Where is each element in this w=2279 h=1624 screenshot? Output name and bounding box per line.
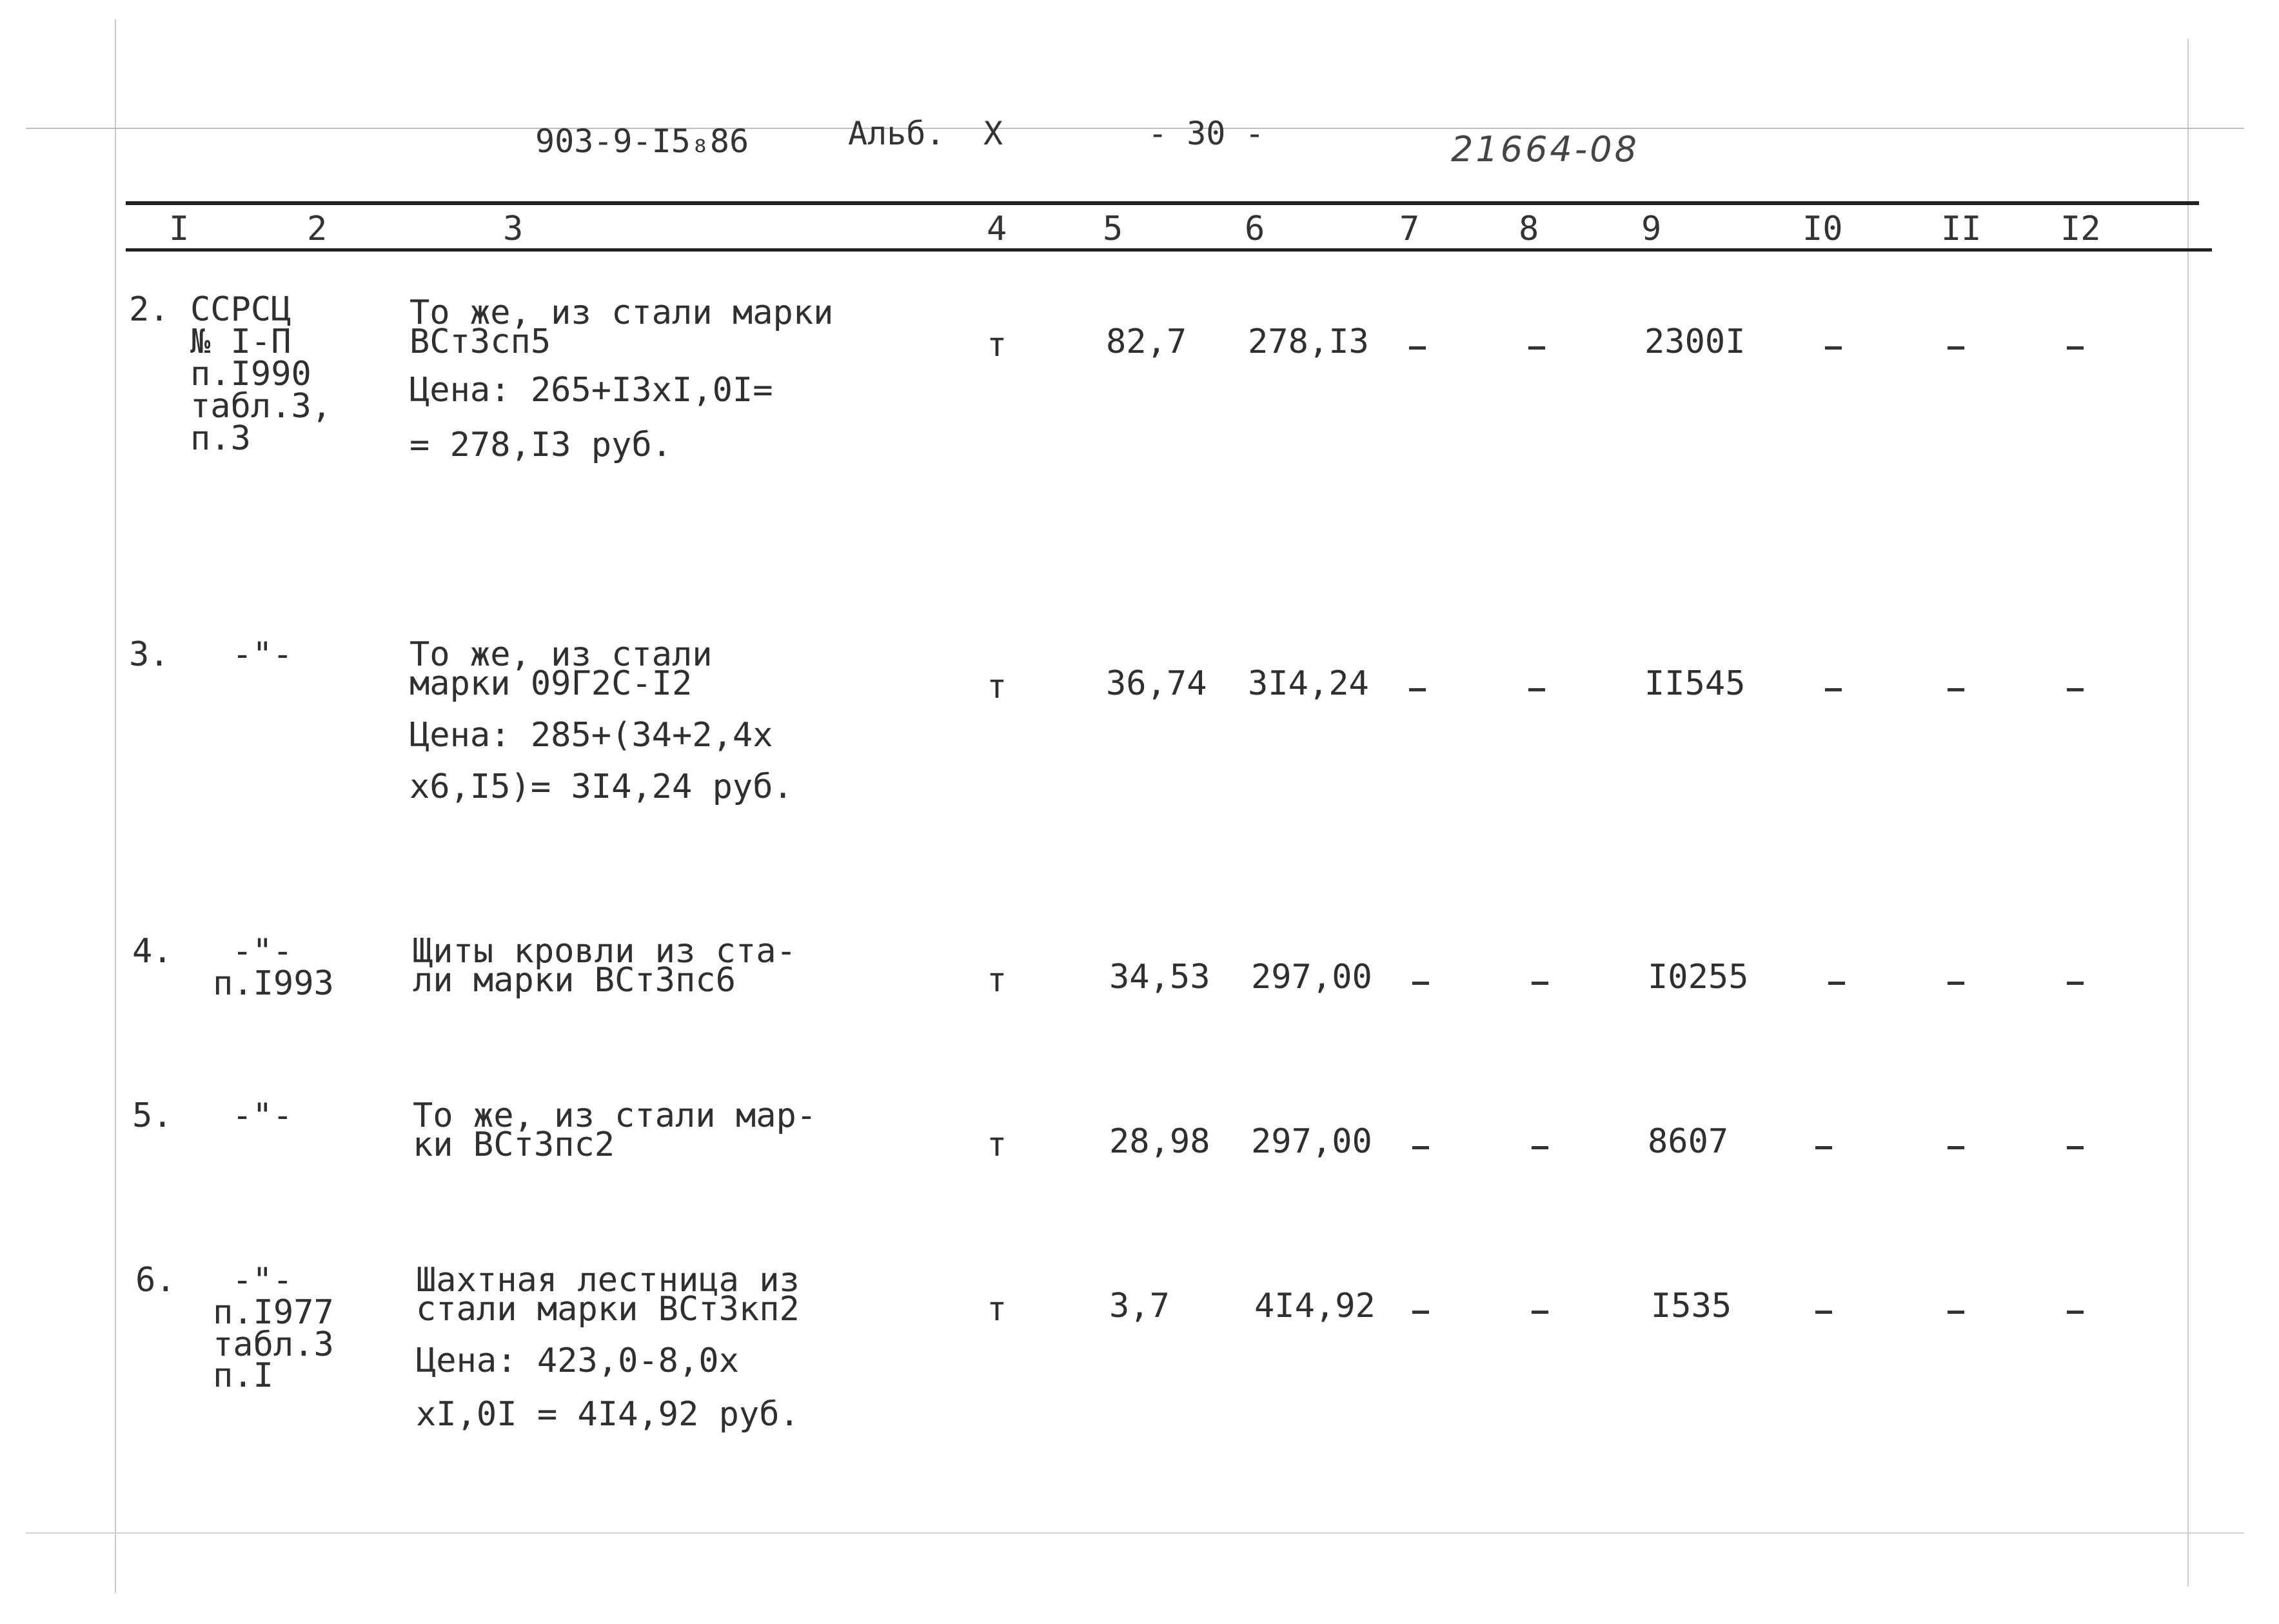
empty-cell-dash: [1948, 1146, 1964, 1149]
price-note-line: Цена: 423,0-8,0x: [416, 1342, 739, 1380]
quantity-cell: 36,74: [1106, 664, 1207, 703]
empty-cell-dash: [2067, 688, 2084, 691]
empty-cell-dash: [1948, 982, 1964, 985]
album-number: X: [983, 115, 1003, 152]
column-header-9: 9: [1641, 210, 1662, 248]
description-line: ВСт3сп5: [409, 322, 551, 361]
empty-cell-dash: [2067, 1311, 2084, 1314]
album-label: Альб.: [848, 115, 945, 152]
reference-line: -"-: [232, 635, 293, 674]
quantity-cell: 34,53: [1109, 958, 1210, 996]
empty-cell-dash: [1948, 688, 1964, 691]
empty-cell-dash: [1532, 1311, 1548, 1314]
reference-line: п.I993: [213, 964, 334, 1003]
column-header-10: I0: [1802, 210, 1843, 248]
row-number: 4.: [132, 932, 173, 971]
empty-cell-dash: [1409, 688, 1426, 691]
unit-cell: т: [987, 668, 1007, 706]
left-scan-edge: [115, 19, 116, 1593]
empty-cell-dash: [1948, 1311, 1964, 1314]
column-header-1: I: [169, 210, 190, 248]
description-line: марки 09Г2С-I2: [409, 664, 693, 703]
unit-cell: т: [987, 1290, 1007, 1329]
right-scan-edge: [2187, 39, 2189, 1587]
row-number: 5.: [132, 1096, 173, 1135]
column-header-12: I2: [2060, 210, 2101, 248]
empty-cell-dash: [2067, 346, 2084, 350]
description-line: То же, из стали: [409, 635, 713, 674]
empty-cell-dash: [1815, 1311, 1832, 1314]
column-header-6: 6: [1245, 210, 1265, 248]
empty-cell-dash: [1948, 346, 1964, 350]
reference-line: п.I: [213, 1356, 273, 1395]
column-header-3: 3: [503, 210, 524, 248]
quantity-cell: 28,98: [1109, 1122, 1210, 1161]
bottom-scan-edge: [26, 1532, 2244, 1534]
total-cell: 2300I: [1644, 322, 1746, 361]
reference-line: табл.3,: [190, 387, 332, 426]
reference-line: п.3: [190, 419, 251, 458]
empty-cell-dash: [1412, 982, 1429, 985]
column-header-2: 2: [307, 210, 328, 248]
total-cell: 8607: [1648, 1122, 1729, 1161]
empty-cell-dash: [1412, 1146, 1429, 1149]
column-header-7: 7: [1399, 210, 1420, 248]
row-number: 6.: [135, 1261, 176, 1300]
table-header-rule: [126, 248, 2212, 252]
column-header-5: 5: [1103, 210, 1123, 248]
description-line: ли марки ВСт3пс6: [413, 961, 736, 1000]
price-note-line: = 278,I3 руб.: [409, 426, 672, 464]
quantity-cell: 3,7: [1109, 1287, 1170, 1325]
empty-cell-dash: [1825, 346, 1842, 350]
price-note-line: Цена: 265+I3xI,0I=: [409, 371, 773, 410]
reference-line: табл.3: [213, 1325, 334, 1364]
empty-cell-dash: [1815, 1146, 1832, 1149]
empty-cell-dash: [1825, 688, 1842, 691]
price-note-line: Цена: 285+(34+2,4x: [409, 716, 773, 755]
price-cell: 278,I3: [1248, 322, 1369, 361]
total-cell: II545: [1644, 664, 1746, 703]
empty-cell-dash: [1528, 688, 1545, 691]
reference-line: п.I990: [190, 355, 311, 393]
column-header-4: 4: [987, 210, 1007, 248]
empty-cell-dash: [1412, 1311, 1429, 1314]
price-cell: 297,00: [1251, 958, 1372, 996]
description-line: ки ВСт3пс2: [413, 1125, 615, 1164]
description-line: То же, из стали марки: [409, 293, 834, 332]
price-cell: 3I4,24: [1248, 664, 1369, 703]
column-header-8: 8: [1519, 210, 1539, 248]
reference-line: п.I977: [213, 1293, 334, 1332]
empty-cell-dash: [1828, 982, 1845, 985]
empty-cell-dash: [2067, 1146, 2084, 1149]
unit-cell: т: [987, 326, 1007, 364]
reference-line: № I-П: [190, 322, 291, 361]
row-number: 3.: [129, 635, 170, 674]
reference-line: ССРСЦ: [190, 290, 291, 329]
reference-line: -"-: [232, 1261, 293, 1300]
empty-cell-dash: [1528, 346, 1545, 350]
reference-line: -"-: [232, 932, 293, 971]
description-line: То же, из стали мар-: [413, 1096, 817, 1135]
page-number: - 30 -: [1148, 115, 1265, 152]
price-cell: 4I4,92: [1254, 1287, 1376, 1325]
description-line: стали марки ВСт3кп2: [416, 1290, 800, 1329]
quantity-cell: 82,7: [1106, 322, 1187, 361]
row-number: 2.: [129, 290, 170, 329]
price-note-line: x6,I5)= 3I4,24 руб.: [409, 767, 793, 806]
unit-cell: т: [987, 961, 1007, 1000]
description-line: Шахтная лестница из: [416, 1261, 800, 1300]
empty-cell-dash: [1409, 346, 1426, 350]
reference-line: -"-: [232, 1096, 293, 1135]
table-top-rule: [126, 201, 2199, 205]
total-cell: I0255: [1648, 958, 1749, 996]
empty-cell-dash: [1532, 982, 1548, 985]
empty-cell-dash: [2067, 982, 2084, 985]
document-code: 903-9-I5₈86: [535, 123, 749, 160]
empty-cell-dash: [1532, 1146, 1548, 1149]
price-note-line: xI,0I = 4I4,92 руб.: [416, 1395, 800, 1434]
header-scan-line: [26, 128, 2244, 129]
price-cell: 297,00: [1251, 1122, 1372, 1161]
description-line: Щиты кровли из ста-: [413, 932, 796, 971]
total-cell: I535: [1651, 1287, 1732, 1325]
unit-cell: т: [987, 1125, 1007, 1164]
archive-number: 21664-08: [1451, 129, 1639, 170]
column-header-11: II: [1941, 210, 1982, 248]
